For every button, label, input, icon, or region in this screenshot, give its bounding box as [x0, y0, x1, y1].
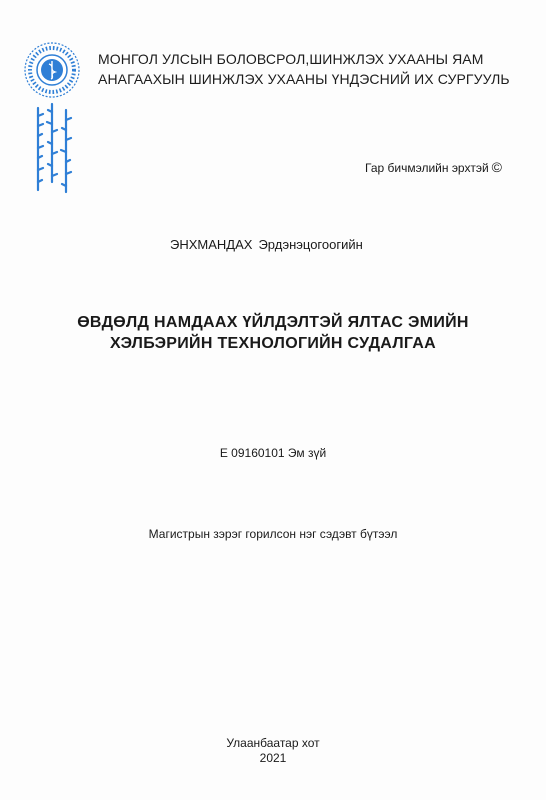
copyright-text: Гар бичмэлийн эрхтэй [365, 161, 489, 175]
institution-header [98, 49, 510, 89]
copyright-icon: © [491, 159, 502, 175]
author-given-name: ЭНХМАНДАХ [170, 237, 253, 252]
city: Улаанбаатар хот [226, 736, 320, 750]
thesis-title-line-1: ӨВДӨЛД НАМДААХ ҮЙЛДЭЛТЭЙ ЯЛТАС ЭМИЙН [77, 314, 469, 331]
university-emblem-icon [22, 40, 86, 200]
copyright-notice [365, 159, 502, 175]
degree-description: Магистрын зэрэг горилсон нэг сэдэвт бүтээл [148, 527, 398, 541]
thesis-title-line-2: ХЭЛБЭРИЙН ТЕХНОЛОГИЙН СУДАЛГАА [110, 335, 436, 352]
author-surname: Эрдэнэцогоогийн [258, 237, 363, 252]
place-and-year [0, 736, 546, 766]
thesis-title [0, 312, 546, 354]
ministry-name: МОНГОЛ УЛСЫН БОЛОВСРОЛ,ШИНЖЛЭХ УХААНЫ ЯАМ [98, 51, 484, 67]
university-name: АНАГААХЫН ШИНЖЛЭХ УХААНЫ ҮНДЭСНИЙ ИХ СУРГУУЛЬ [98, 71, 510, 87]
author-name [170, 237, 363, 252]
year: 2021 [259, 751, 287, 765]
specialty-code: Е 09160101 Эм зүй [219, 446, 327, 460]
